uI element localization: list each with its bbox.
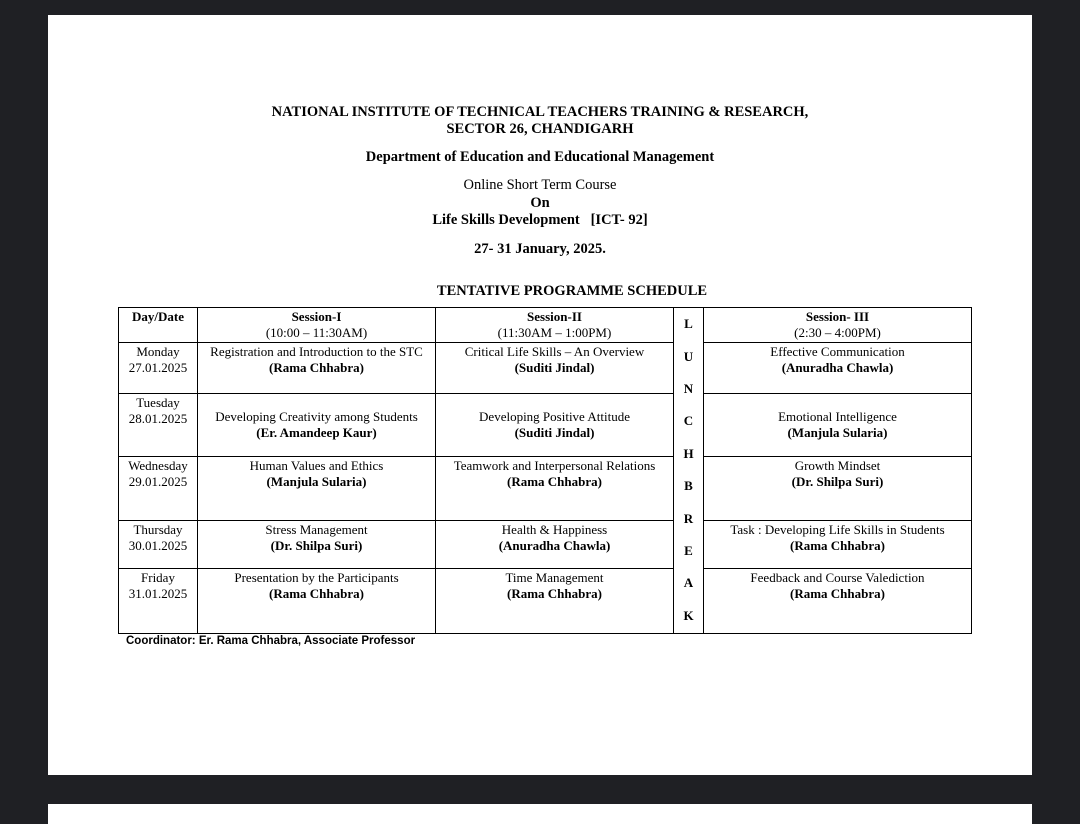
course-dates: 27- 31 January, 2025.	[474, 241, 606, 257]
session-topic: Critical Life Skills – An Overview	[464, 344, 645, 359]
session-topic: Teamwork and Interpersonal Relations	[453, 458, 656, 473]
session-topic: Registration and Introduction to the STC	[210, 344, 423, 359]
session-cell	[704, 457, 972, 521]
table-row	[119, 343, 972, 394]
session-3-title: Session- III	[805, 309, 870, 324]
header-day-date: Day/Date	[119, 308, 198, 343]
session-cell	[198, 457, 436, 521]
session-cell	[704, 394, 972, 457]
session-speaker: (Anuradha Chawla)	[781, 360, 894, 375]
session-cell	[436, 521, 674, 569]
table-row	[119, 394, 972, 457]
day-name: Monday	[136, 344, 180, 359]
lunch-letter: C	[683, 413, 694, 429]
lunch-letter: K	[683, 607, 694, 623]
session-speaker: (Suditi Jindal)	[514, 425, 595, 440]
session-topic: Emotional Intelligence	[778, 409, 897, 424]
lunch-letter: R	[683, 510, 694, 526]
day-date: 28.01.2025	[128, 411, 188, 426]
session-speaker: (Dr. Shilpa Suri)	[270, 538, 363, 553]
session-topic: Developing Creativity among Students	[215, 409, 418, 424]
session-topic: Health & Happiness	[501, 522, 608, 537]
document-page	[48, 15, 1032, 775]
session-speaker: (Rama Chhabra)	[790, 538, 885, 553]
coordinator-note: Coordinator: Er. Rama Chhabra, Associate Professor	[126, 635, 416, 647]
course-title: Life Skills Development [ICT- 92]	[432, 212, 648, 228]
day-cell	[119, 569, 198, 634]
session-cell	[198, 569, 436, 634]
session-3-time: (2:30 – 4:00PM)	[794, 325, 881, 340]
course-type: Online Short Term Course	[463, 177, 617, 193]
lunch-letter: E	[684, 542, 693, 558]
session-topic: Presentation by the Participants	[234, 570, 399, 585]
day-name: Tuesday	[136, 395, 180, 410]
session-topic: Stress Management	[265, 522, 368, 537]
session-cell	[436, 343, 674, 394]
day-name: Thursday	[133, 522, 183, 537]
lunch-letter: B	[684, 478, 693, 494]
lunch-letter: H	[683, 445, 694, 461]
lunch-letter: N	[683, 380, 694, 396]
session-speaker: (Rama Chhabra)	[269, 360, 364, 375]
session-topic: Human Values and Ethics	[249, 458, 384, 473]
session-topic: Developing Positive Attitude	[479, 409, 630, 424]
lunch-break-column	[674, 308, 704, 634]
day-date: 29.01.2025	[128, 474, 188, 489]
institute-name: NATIONAL INSTITUTE OF TECHNICAL TEACHERS TRAINING & RESEARCH,	[271, 104, 809, 120]
schedule-title: TENTATIVE PROGRAMME SCHEDULE	[436, 283, 708, 299]
department-name: Department of Education and Educational Management	[365, 149, 715, 165]
session-topic: Time Management	[505, 570, 604, 585]
institute-location: SECTOR 26, CHANDIGARH	[446, 121, 634, 137]
next-page-edge	[48, 804, 1032, 824]
course-on: On	[530, 195, 550, 211]
session-speaker: (Er. Amandeep Kaur)	[256, 425, 377, 440]
schedule-table	[118, 307, 972, 634]
session-1-title: Session-I	[291, 309, 342, 324]
day-cell	[119, 394, 198, 457]
session-cell	[436, 457, 674, 521]
session-speaker: (Manjula Sularia)	[787, 425, 888, 440]
session-speaker: (Dr. Shilpa Suri)	[791, 474, 884, 489]
session-cell	[704, 343, 972, 394]
lunch-letter: U	[683, 348, 694, 364]
table-header-row	[119, 308, 972, 343]
session-speaker: (Anuradha Chawla)	[498, 538, 611, 553]
lunch-letter: A	[683, 575, 694, 591]
session-topic: Growth Mindset	[794, 458, 881, 473]
day-date: 31.01.2025	[128, 586, 188, 601]
table-row	[119, 569, 972, 634]
session-cell	[198, 343, 436, 394]
session-cell	[436, 394, 674, 457]
session-cell	[704, 569, 972, 634]
session-speaker: (Rama Chhabra)	[790, 586, 885, 601]
table-row	[119, 521, 972, 569]
day-date: 30.01.2025	[128, 538, 188, 553]
lunch-letter: L	[684, 316, 693, 332]
header-session-3	[704, 308, 972, 343]
session-topic: Effective Communication	[770, 344, 905, 359]
session-topic: Task : Developing Life Skills in Students	[730, 522, 945, 537]
table-row	[119, 457, 972, 521]
session-speaker: (Rama Chhabra)	[269, 586, 364, 601]
session-speaker: (Rama Chhabra)	[507, 474, 602, 489]
day-date: 27.01.2025	[128, 360, 188, 375]
session-1-time: (10:00 – 11:30AM)	[265, 325, 368, 340]
session-cell	[704, 521, 972, 569]
session-2-title: Session-II	[527, 309, 582, 324]
header-session-2	[436, 308, 674, 343]
day-name: Friday	[141, 570, 175, 585]
day-cell	[119, 521, 198, 569]
session-topic: Feedback and Course Valediction	[750, 570, 925, 585]
session-speaker: (Manjula Sularia)	[266, 474, 367, 489]
session-speaker: (Suditi Jindal)	[514, 360, 595, 375]
day-cell	[119, 457, 198, 521]
day-name: Wednesday	[128, 458, 188, 473]
session-cell	[436, 569, 674, 634]
day-cell	[119, 343, 198, 394]
session-cell	[198, 521, 436, 569]
header-session-1	[198, 308, 436, 343]
session-speaker: (Rama Chhabra)	[507, 586, 602, 601]
session-2-time: (11:30AM – 1:00PM)	[497, 325, 612, 340]
session-cell	[198, 394, 436, 457]
